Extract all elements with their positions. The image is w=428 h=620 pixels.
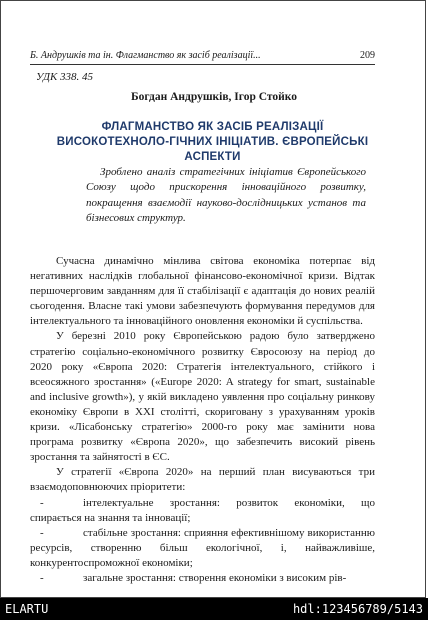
article-title: ФЛАГМАНСТВО ЯК ЗАСІБ РЕАЛІЗАЦІЇ ВИСОКОТЕХНОЛО-ГІЧНИХ ІНІЦІАТИВ. ЄВРОПЕЙСЬКІ АСПЕКТИ	[56, 121, 369, 163]
list-item-text: загальне зростання: створення економіки з високим рів-	[83, 571, 347, 584]
paragraph-2: У березні 2010 року Європейською радою було затверджено стратегію соціально-економічного розвитку Євросоюзу на період до 2020 року «Європа 2020: Стратегія інтелектуального, стійкого і всеосяжного зростання» («Europe 2020: A strategy for smart, sustainable and inclusive growth»), у якій викладено уявлення про соціальну ринкову економіку Європи в XXI столітті, скориговану з урахуванням уроків кризи. «Лісабонську стратегію» 2000-го року має замінити нова програма розвитку «Європа 2020», що забезпечить високий рівень зростання та зайнятості в ЄС.	[30, 330, 375, 464]
running-head-text: Б. Андрушків та ін. Флагманство як засіб реалізації...	[30, 50, 261, 61]
paragraph-3: У стратегії «Європа 2020» на перший план висуваються три взаємодоповнюючих пріоритети:	[30, 466, 375, 494]
list-marker: -	[40, 496, 44, 509]
handle-id: hdl:123456789/5143	[292, 602, 423, 616]
udk-code: УДК 338. 45	[36, 71, 94, 83]
page-number: 209	[360, 50, 375, 61]
list-item	[30, 496, 375, 526]
running-head	[30, 50, 375, 65]
list-item	[30, 571, 375, 586]
paragraph-1: Сучасна динамічно мінлива світова економіка потерпає від негативних наслідків глобальної фінансово-економічної кризи. Відтак першочерговим завданням для її стабілізації є адаптація до нових реалій сьогодення. Власне такі умови забезпечують формування передумов для інтелектуального та інноваційного оновлення економіки й суспільства.	[30, 255, 375, 328]
list-item-text: стабільне зростання: сприяння ефективнішому використанню ресурсів, створенню більш екологічної, і, найважливіше, конкурентоспроможної економіки;	[30, 526, 375, 569]
list-item-text: інтелектуальне зростання: розвиток економіки, що спирається на знання та інновації;	[30, 496, 375, 524]
list-item	[30, 526, 375, 571]
repository-name: ELARTU	[5, 602, 49, 616]
repository-footer	[0, 598, 428, 620]
abstract-text: Зроблено аналіз стратегічних ініціатив Європейського Союзу щодо прискорення інноваційного розвитку, покращення взаємодії науково-дослідницьких установ та бізнесових структур.	[86, 166, 366, 224]
article-body	[30, 254, 375, 586]
abstract	[86, 165, 366, 226]
list-marker: -	[40, 571, 44, 584]
authors: Богдан Андрушків, Ігор Стойко	[131, 91, 297, 103]
list-marker: -	[40, 526, 44, 539]
